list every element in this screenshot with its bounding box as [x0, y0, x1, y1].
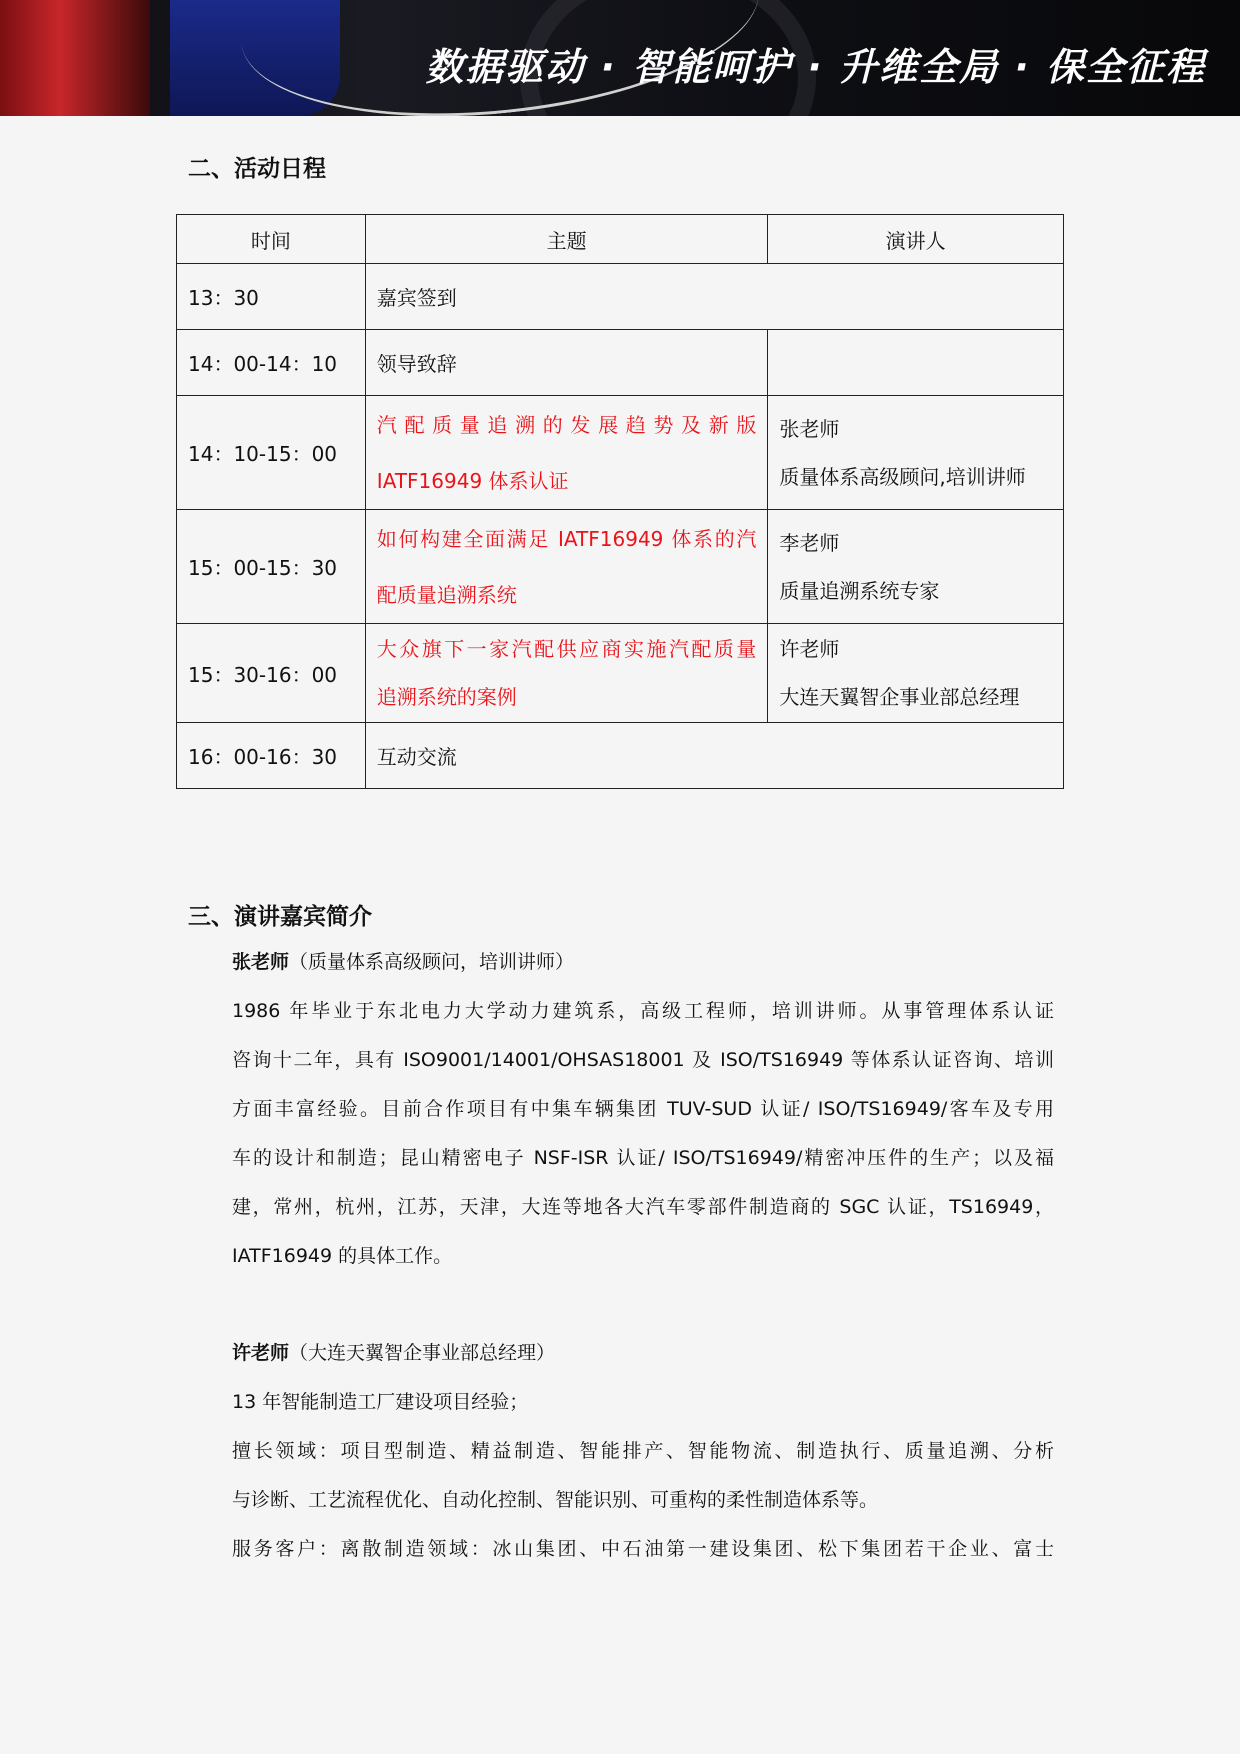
bio-line: IATF16949 的具体工作。: [232, 1245, 453, 1267]
topic-line: 追溯系统的案例: [376, 685, 517, 709]
bio-zhang: [232, 938, 1054, 1281]
header-speaker: 演讲人: [768, 215, 1064, 264]
table-row: [177, 396, 1064, 510]
bio-line: 擅长领域：项目型制造、精益制造、智能排产、智能物流、制造执行、质量追溯、分析: [232, 1440, 1054, 1462]
row-topic: [365, 396, 768, 510]
banner-red-accent: [0, 0, 150, 116]
section-title-speakers: 三、演讲嘉宾简介: [188, 904, 372, 930]
bio-line: 车的设计和制造；昆山精密电子 NSF-ISR 认证/ ISO/TS16949/精密冲压件的生产；以及福: [232, 1147, 1054, 1169]
speaker-title: 质量体系高级顾问,培训讲师: [779, 464, 1026, 489]
row-time: 14：00-14：10: [177, 330, 366, 396]
header-banner: [0, 0, 1240, 116]
speaker-title: 大连天翼智企事业部总经理: [779, 685, 1020, 709]
bio-line: 咨询十二年，具有 ISO9001/14001/OHSAS18001 及 ISO/TS16949 等体系认证咨询、培训: [232, 1049, 1054, 1071]
table-row: [177, 624, 1064, 723]
row-topic: 嘉宾签到: [365, 264, 1063, 330]
table-header-row: [177, 215, 1064, 264]
speaker-name: 许老师: [779, 637, 840, 661]
bio-xu: [232, 1329, 1054, 1574]
bio-line: 服务客户：离散制造领域：冰山集团、中石油第一建设集团、松下集团若干企业、富士: [232, 1538, 1054, 1560]
schedule-table: [176, 214, 1064, 789]
row-speaker: [768, 624, 1064, 723]
row-speaker: [768, 510, 1064, 624]
bio-line: 与诊断、工艺流程优化、自动化控制、智能识别、可重构的柔性制造体系等。: [232, 1489, 879, 1511]
row-time: 16：00-16：30: [177, 723, 366, 789]
bio-heading: [232, 1329, 1054, 1378]
row-time: 15：00-15：30: [177, 510, 366, 624]
speaker-role: （大连天翼智企事业部总经理）: [289, 1342, 556, 1364]
topic-line: 配质量追溯系统: [376, 582, 517, 607]
table-row: [177, 510, 1064, 624]
table-row: [177, 723, 1064, 789]
section-title-schedule: 二、活动日程: [188, 156, 326, 182]
speaker-role: （质量体系高级顾问，培训讲师）: [289, 951, 575, 973]
bio-line: 建，常州，杭州，江苏，天津，大连等地各大汽车零部件制造商的 SGC 认证，TS16949，: [232, 1196, 1054, 1218]
table-row: [177, 264, 1064, 330]
row-topic: [365, 510, 768, 624]
bio-line: 方面丰富经验。目前合作项目有中集车辆集团 TUV-SUD 认证/ ISO/TS16949/客车及专用: [232, 1098, 1054, 1120]
row-time: 13：30: [177, 264, 366, 330]
speaker-title: 质量追溯系统专家: [779, 578, 940, 603]
speaker-name: 张老师: [232, 951, 290, 973]
header-topic: 主题: [365, 215, 768, 264]
row-time: 14：10-15：00: [177, 396, 366, 510]
bio-line: 13 年智能制造工厂建设项目经验；: [232, 1391, 529, 1413]
row-time: 15：30-16：00: [177, 624, 366, 723]
bio-line: 1986 年毕业于东北电力大学动力建筑系，高级工程师，培训讲师。从事管理体系认证: [232, 1000, 1054, 1022]
row-speaker: [768, 396, 1064, 510]
speaker-name: 许老师: [232, 1342, 290, 1364]
topic-line: 大众旗下一家汽配供应商实施汽配质量: [376, 637, 757, 661]
banner-slogan: 数据驱动 · 智能呵护 · 升维全局 · 保全征程: [425, 45, 1206, 89]
speaker-name: 李老师: [779, 530, 840, 555]
table-row: [177, 330, 1064, 396]
row-speaker-empty: [768, 330, 1064, 396]
topic-line: 汽配质量追溯的发展趋势及新版: [376, 412, 757, 437]
bio-heading: [232, 938, 1054, 987]
row-topic: 互动交流: [365, 723, 1063, 789]
row-topic: [365, 624, 768, 723]
topic-line: 如何构建全面满足 IATF16949 体系的汽: [376, 526, 757, 551]
row-topic: 领导致辞: [365, 330, 768, 396]
speaker-name: 张老师: [779, 416, 840, 441]
topic-line: IATF16949 体系认证: [376, 468, 569, 493]
header-time: 时间: [177, 215, 366, 264]
